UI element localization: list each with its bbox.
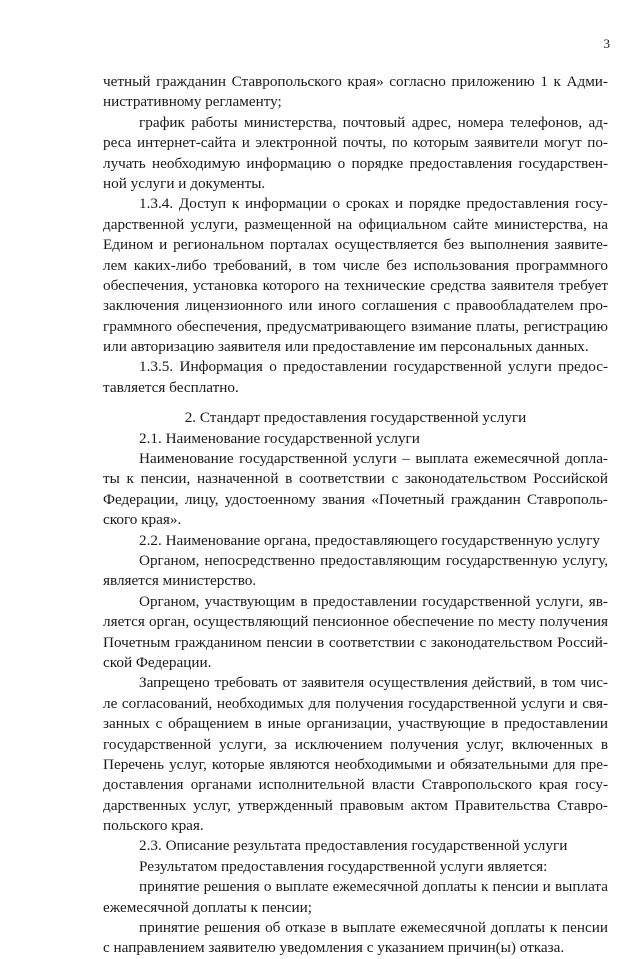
text-line: 2.3. Описание результата предоставления государственной услуги <box>139 837 568 855</box>
paragraph <box>103 72 608 113</box>
paragraph <box>103 918 608 959</box>
paragraph <box>103 857 608 877</box>
page-number: 3 <box>603 36 610 51</box>
text-line: Едином и региональном порталах осуществляется без выполнения заявите- <box>103 236 608 254</box>
text-line: лем каких-либо требований, в том числе без использования программного <box>103 256 608 274</box>
text-line: тавляется бесплатно. <box>103 378 239 396</box>
paragraph <box>103 357 608 398</box>
paragraph <box>103 429 608 449</box>
text-line: 1.3.4. Доступ к информации о сроках и порядке предоставления госу- <box>139 195 608 213</box>
paragraph <box>103 877 608 918</box>
text-line: обеспечения, установка которого на технические средства заявителя требует <box>103 276 608 294</box>
text-line: Запрещено требовать от заявителя осуществления действий, в том чис- <box>139 674 608 692</box>
text-line: государственной услуги, за исключением получения услуг, включенных в <box>103 735 608 753</box>
text-line: 2. Стандарт предоставления государственной услуги <box>184 409 527 427</box>
text-line: ле согласований, необходимых для получения государственной услуги и свя- <box>103 694 608 712</box>
text-line: ты к пенсии, назначенной в соответствии с законодательством Российской <box>103 470 608 488</box>
text-line: или авторизацию заявителя или предоставление им персональных данных. <box>103 338 589 356</box>
text-line: дарственных услуг, утвержденный правовым актом Правительства Ставро- <box>103 796 608 814</box>
text-line: занных с обращением в иные организации, участвующие в предоставлении <box>103 715 608 733</box>
text-line: является министерство. <box>103 572 257 590</box>
text-line: граммного обеспечения, предусматривающего взимание платы, регистрацию <box>103 317 608 335</box>
text-line: ной услуги и документы. <box>103 174 266 192</box>
text-line: Федерации, лицу, удостоенному звания «Почетный гражданин Ставрополь- <box>103 490 608 508</box>
text-line: Органом, участвующим в предоставлении государственной услуги, яв- <box>139 592 608 610</box>
text-line: график работы министерства, почтовый адрес, номера телефонов, ад- <box>139 113 608 131</box>
text-line: реса интернет-сайта и электронной почты, по которым заявители могут по- <box>103 134 608 152</box>
text-line: Органом, непосредственно предоставляющим государственную услугу, <box>139 551 608 569</box>
paragraph <box>103 194 608 357</box>
document-body <box>103 72 608 959</box>
text-line: ской Федерации. <box>103 653 212 671</box>
section-heading <box>103 408 608 428</box>
text-line: ежемесячной доплаты к пенсии; <box>103 898 312 916</box>
paragraph <box>103 531 608 551</box>
text-line: дарственной услуги, размещенной на официальном сайте министерства, на <box>103 215 608 233</box>
text-line: Результатом предоставления государственной услуги является: <box>139 857 548 875</box>
text-line: нистративному регламенту; <box>103 93 282 111</box>
text-line: 1.3.5. Информация о предоставлении государственной услуги предос- <box>139 358 608 376</box>
text-line: заключения лицензионного или иного соглашения с правообладателем про- <box>103 297 608 315</box>
paragraph <box>103 113 608 195</box>
text-line: доставления органами исполнительной власти Ставропольского края госу- <box>103 776 608 794</box>
text-line: Наименование государственной услуги – выплата ежемесячной допла- <box>139 450 608 468</box>
text-line: принятие решения о выплате ежемесячной доплаты к пенсии и выплата <box>139 878 608 896</box>
paragraph <box>103 673 608 836</box>
text-line: Почетным гражданином пенсии в соответствии с законодательством Россий- <box>103 633 608 651</box>
text-line: ского края». <box>103 511 182 529</box>
paragraph <box>103 449 608 531</box>
text-line: Перечень услуг, которые являются необходимыми и обязательными для пре- <box>103 755 608 773</box>
spacer <box>103 398 608 408</box>
text-line: четный гражданин Ставропольского края» согласно приложению 1 к Адми- <box>103 73 608 90</box>
text-line: 2.1. Наименование государственной услуги <box>139 429 420 447</box>
text-line: с направлением заявителю уведомления с указанием причин(ы) отказа. <box>103 939 565 957</box>
text-line: лучать необходимую информацию о порядке предоставления государствен- <box>103 154 608 172</box>
text-line: ляется орган, осуществляющий пенсионное обеспечение по месту получения <box>103 613 608 631</box>
paragraph <box>103 836 608 856</box>
paragraph <box>103 551 608 592</box>
text-line: польского края. <box>103 817 204 835</box>
text-line: 2.2. Наименование органа, предоставляющего государственную услугу <box>139 531 601 549</box>
paragraph <box>103 592 608 674</box>
text-line: принятие решения об отказе в выплате ежемесячной доплаты к пенсии <box>139 919 608 937</box>
